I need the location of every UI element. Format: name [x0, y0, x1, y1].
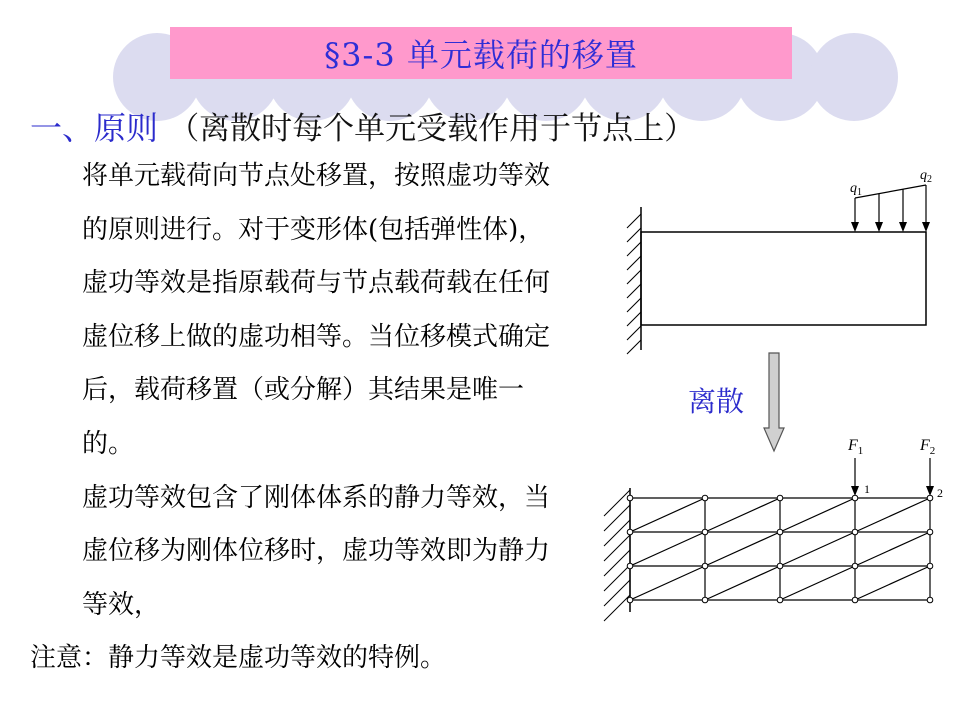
body-text	[30, 150, 560, 686]
node-2-label: 2	[937, 486, 943, 500]
F2-arrowhead	[926, 486, 934, 496]
beam-rect	[641, 232, 926, 325]
section-heading	[30, 103, 695, 149]
F2-label: $F_2$	[920, 437, 936, 457]
heading-note: （离散时每个单元受载作用于节点上）	[168, 111, 696, 147]
slide-title: §3-3 单元载荷的移置	[324, 36, 638, 74]
load-line	[855, 185, 926, 198]
load-arrowheads	[851, 222, 930, 232]
beam-figure	[590, 150, 960, 630]
decor-circle	[810, 33, 898, 121]
node-1-label: 1	[864, 482, 870, 496]
q1-label: $q_1$	[850, 181, 862, 198]
down-arrow-icon	[764, 353, 784, 451]
mesh-grid	[630, 498, 930, 600]
F1-label: $F_1$	[848, 437, 864, 457]
wall-hatch	[627, 214, 641, 354]
F1-arrowhead	[851, 486, 859, 496]
paragraph-static-equivalence: 虚功等效包含了刚体体系的静力等效，当虚位移为刚体位移时，虚功等效即为静力等效，	[82, 482, 551, 620]
title-bar	[170, 27, 792, 79]
wall-hatch-bottom	[604, 490, 630, 621]
q2-label: $q_2$	[920, 168, 932, 185]
continuous-beam	[627, 168, 932, 354]
discrete-label: 离散	[688, 385, 745, 418]
mesh-beam	[604, 437, 943, 621]
heading-main: 一、原则	[30, 109, 159, 147]
note-text: 注意：静力等效是虚功等效的特例。	[30, 643, 447, 674]
paragraph-principle: 将单元载荷向节点处移置，按照虚功等效的原则进行。对于变形体(包括弹性体)，虚功等效是指原载荷与节点载荷载在任何虚位移上做的虚功相等。当位移模式确定后，载荷移置（或分解）其结果是唯一的。	[82, 161, 551, 459]
